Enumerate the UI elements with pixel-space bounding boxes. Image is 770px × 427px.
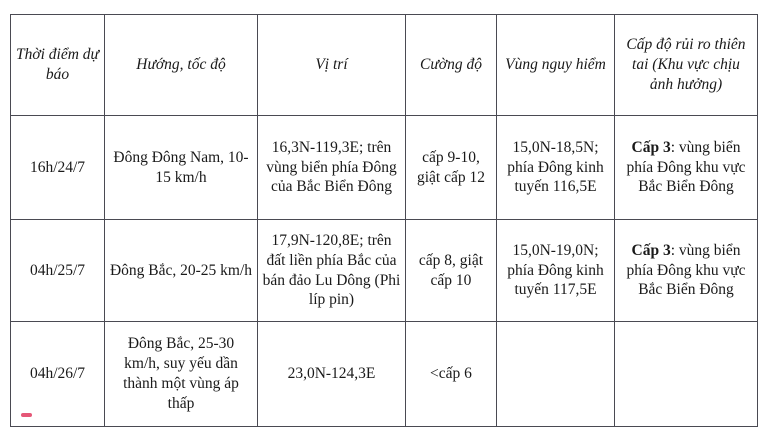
table-header (11, 15, 758, 116)
cell-danger-zone: 15,0N-18,5N; phía Đông kinh tuyến 116,5E (497, 116, 615, 220)
cell-risk-level (615, 116, 758, 220)
column-header-position: Vị trí (258, 15, 406, 116)
risk-area-text: : vùng biển phía Đông khu vực Bắc Biển Đông (626, 138, 746, 196)
risk-level-badge: Cấp 3 (631, 138, 671, 156)
column-header-risk-level: Cấp độ rủi ro thiên tai (Khu vực chịu ảnh hưởng) (615, 15, 758, 116)
table-header-row (11, 15, 758, 116)
cell-position: 16,3N-119,3E; trên vùng biển phía Đông của Bắc Biển Đông (258, 116, 406, 220)
cell-forecast-time: 04h/25/7 (11, 220, 105, 322)
cell-intensity: cấp 8, giật cấp 10 (406, 220, 497, 322)
storm-forecast-table (10, 14, 758, 427)
cell-direction-speed: Đông Bắc, 25-30 km/h, suy yếu dần thành một vùng áp thấp (105, 322, 258, 427)
red-annotation-mark (21, 413, 32, 417)
cell-position: 17,9N-120,8E; trên đất liền phía Bắc của bán đảo Lu Dông (Phi líp pin) (258, 220, 406, 322)
table-row (11, 322, 758, 427)
column-header-forecast-time: Thời điểm dự báo (11, 15, 105, 116)
cell-danger-zone (497, 322, 615, 427)
cell-direction-speed: Đông Bắc, 20-25 km/h (105, 220, 258, 322)
column-header-intensity: Cường độ (406, 15, 497, 116)
cell-danger-zone: 15,0N-19,0N; phía Đông kinh tuyến 117,5E (497, 220, 615, 322)
cell-intensity: <cấp 6 (406, 322, 497, 427)
column-header-danger-zone: Vùng nguy hiểm (497, 15, 615, 116)
cell-intensity: cấp 9-10, giật cấp 12 (406, 116, 497, 220)
risk-area-text: : vùng biển phía Đông khu vực Bắc Biển Đông (626, 241, 746, 299)
cell-risk-level (615, 322, 758, 427)
cell-risk-level (615, 220, 758, 322)
cell-position: 23,0N-124,3E (258, 322, 406, 427)
cell-forecast-time: 04h/26/7 (11, 322, 105, 427)
cell-direction-speed: Đông Đông Nam, 10-15 km/h (105, 116, 258, 220)
table-row (11, 116, 758, 220)
column-header-direction-speed: Hướng, tốc độ (105, 15, 258, 116)
risk-level-badge: Cấp 3 (631, 241, 671, 259)
cell-forecast-time: 16h/24/7 (11, 116, 105, 220)
table-row (11, 220, 758, 322)
table-body (11, 116, 758, 427)
